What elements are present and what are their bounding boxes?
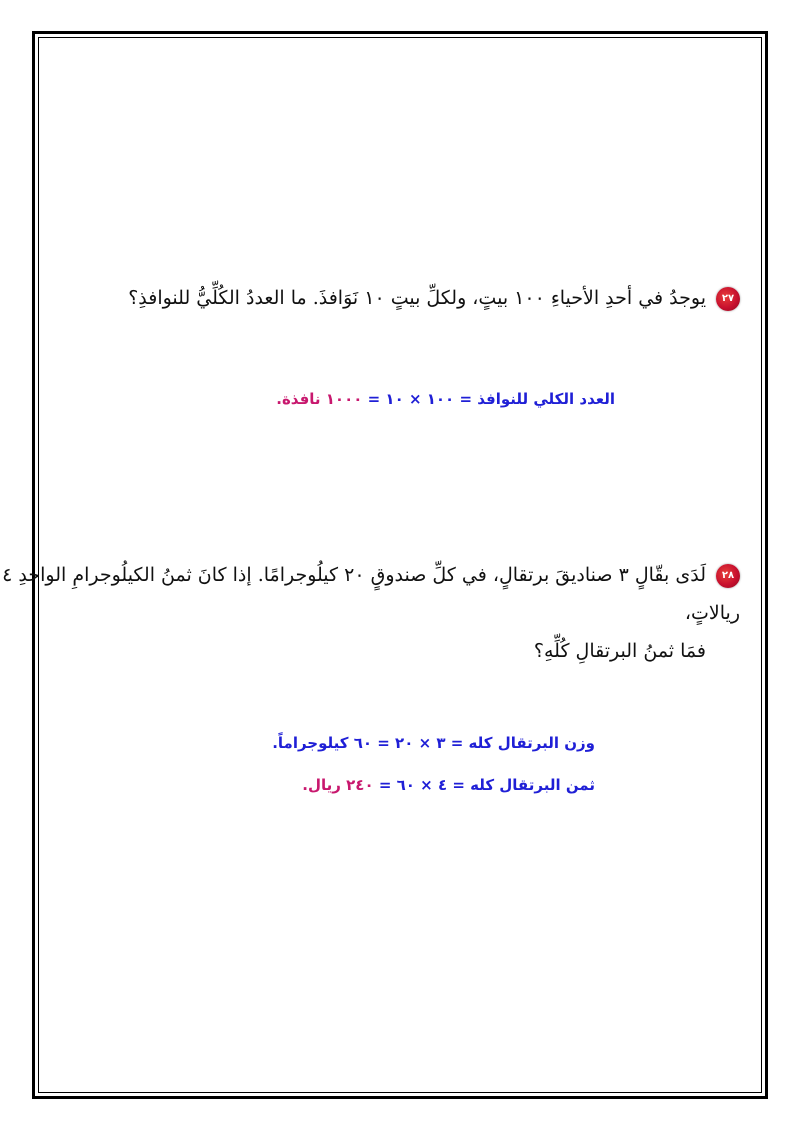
answer-expression: وزن البرتقال كله = ٣ × ٢٠ =	[372, 734, 595, 752]
question-number-badge: ٢٨	[716, 564, 740, 588]
answer-result: ٢٤٠ ريال.	[302, 776, 374, 794]
question-number-badge: ٢٧	[716, 287, 740, 311]
question-text-line2: فمَا ثمنُ البرتقالِ كُلِّهِ؟	[533, 640, 706, 662]
question-text: يوجدُ في أحدِ الأحياءِ ١٠٠ بيتٍ، ولكلِّ بيتٍ ١٠ نَوَافذَ. ما العددُ الكُلِّيُّ للنوافذِ؟	[128, 287, 706, 309]
answer-result: ٦٠ كيلوجراماً.	[272, 734, 373, 752]
question-28	[0, 556, 740, 670]
question-text-line1: لَدَى بقّالٍ ٣ صناديقَ برتقالٍ، في كلِّ صندوقٍ ٢٠ كيلُوجرامًا. إذا كانَ ثمنُ الكيلُوجرامِ الواحدِ ٤ ريالاتٍ،	[2, 564, 740, 624]
answer-result: ١٠٠٠ نافذة.	[276, 390, 363, 408]
answer-expression: ثمن البرتقال كله = ٤ × ٦٠ =	[373, 776, 595, 794]
answer-orange-weight	[272, 734, 595, 752]
answer-total-windows	[276, 390, 615, 408]
answer-orange-price	[302, 776, 595, 794]
answer-expression: العدد الكلي للنوافذ = ١٠٠ × ١٠ =	[362, 390, 615, 408]
question-27	[128, 279, 740, 317]
